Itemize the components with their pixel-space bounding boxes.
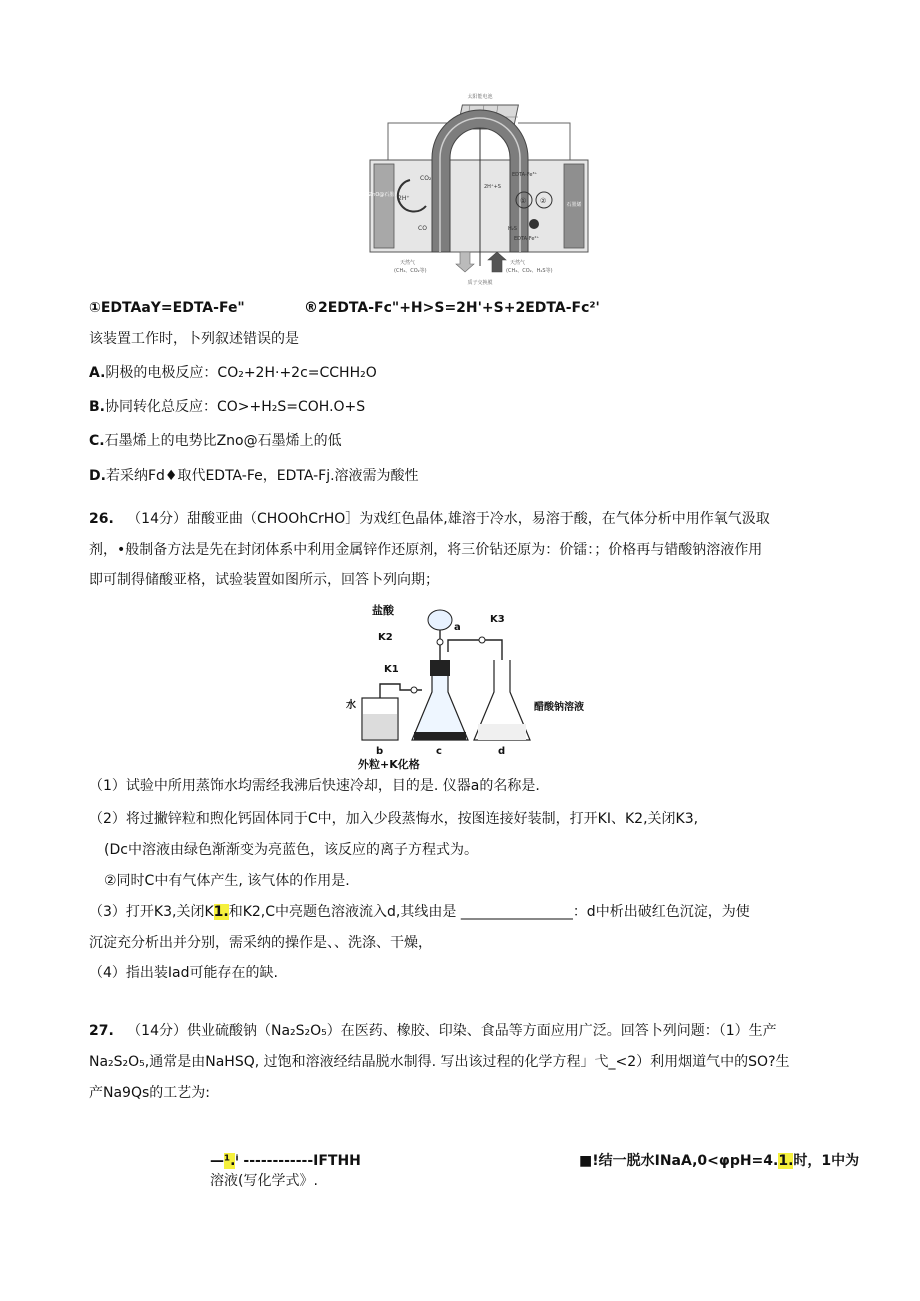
q26-sub-4: （4）指出装Iad可能存在的缺. — [89, 965, 278, 981]
gas-out-label: 天然气 — [400, 260, 416, 266]
gas-out-composition: (CH₄、CO₂等) — [394, 268, 427, 274]
flow-dash: — — [210, 1153, 224, 1169]
option-a-text: 阴极的电极反应：CO₂+2H·+2c=CCHH₂O — [105, 365, 377, 381]
q26-sub-3-tail: ：d中析出破红色沉淀，为使 — [572, 904, 750, 920]
q26-paragraph-2: 剂，•般制备方法是先在封闭体系中利用金属锌作还原剂，将三价钻还原为：价镭：；价格再与错酸钠溶液作用 — [89, 542, 763, 558]
flow-highlight-2: 1. — [778, 1153, 794, 1169]
q27-number: 27. — [89, 1023, 114, 1039]
option-d-text: 若采纳Fd♦取代EDTA-Fe，EDTA-Fj.溶液需为酸性 — [105, 468, 419, 484]
flow-mid: ------------IFTHH — [243, 1153, 361, 1169]
gas-in-composition: (CH₄、CO₂、H₂S等) — [506, 268, 553, 274]
right-charge-label: 2H⁺+S — [484, 184, 501, 190]
d-label: d — [498, 746, 506, 757]
flow-right-post: 时，1中为 — [793, 1153, 860, 1169]
circle-mark-2: ② — [540, 197, 547, 205]
reaction-eq-2: ®2EDTA-Fc"+H>S=2H'+S+2EDTA-Fc²' — [304, 300, 600, 316]
edta-fe3-label: EDTA-Fe³⁺ — [512, 172, 538, 178]
left-charge-label: 2H⁺ — [398, 195, 410, 202]
electrolysis-device-figure — [360, 88, 598, 288]
flow-highlight-1: ¹. — [224, 1153, 236, 1169]
apparatus-figure — [340, 600, 612, 772]
left-electrode-label: ZnO@石墨烯 — [368, 192, 400, 198]
question-stem: 该装置工作时，卜列叙述错误的是 — [89, 331, 299, 347]
option-b-label: B. — [89, 399, 105, 415]
q26-paragraph-3: 即可制得储酸亚格，试验装置如图所示，回答卜列向期； — [89, 572, 439, 588]
funnel-a-label: a — [454, 622, 461, 633]
c-label: c — [436, 746, 442, 757]
q27-paragraph-2: Na₂S₂O₅,通常是由NaHSQ, 过饱和溶液经结晶脱水制得. 写出该过程的化学方程」弋_<2）利用烟道气中的SO?生 — [89, 1054, 790, 1070]
option-d-label: D. — [89, 468, 106, 484]
reaction-eq-1: ①EDTAaY=EDTA-Fe" — [89, 300, 245, 316]
b-label: b — [376, 746, 384, 757]
q26-sub-3-line-2: 沉淀充分析出并分别，需采纳的操作是、、洗涤、干燥， — [89, 935, 432, 951]
flask-c — [412, 676, 468, 740]
option-c-label: C. — [89, 433, 105, 449]
option-c — [89, 431, 342, 451]
flow-right — [579, 1151, 859, 1171]
co2-label: CO₂ — [420, 175, 432, 182]
q26-sub-3 — [89, 902, 750, 922]
q26-sub-1: （1）试验中所用蒸饰水均需经我沸后快速冷却，目的是. 仪器a的名称是. — [89, 778, 540, 794]
k3-label: K3 — [490, 614, 505, 625]
q26-sub-3-post: 和K2,C中亮题色溶液流入d,其线由是 — [228, 904, 457, 920]
membrane-label: 质子交换膜 — [467, 280, 493, 286]
q26-sub-2a: (Dc中溶液由绿色渐渐变为亮蓝色，该反应的离子方程式为。 — [104, 842, 478, 858]
option-c-text: 石墨烯上的电势比Zno@石墨烯上的低 — [104, 433, 342, 449]
q26-text-1: （14分）甜酸亚曲（CHOOhCrHO］为戏红色晶体,雄溶于冷水，易溶于酸，在气体分析中用作氧气汲取 — [127, 511, 770, 527]
q27-text-1: （14分）供业硫酸钠（Na₂S₂O₅）在医药、橡胶、印染、食品等方面应用广泛。回答卜列问题：（1）生产 — [127, 1023, 777, 1039]
q26-sub-2: （2）将过撇锌粒和煦化钙固体同于C中，加入少段蒸悔水，按图连接好装制，打开KI、K2,关闭K3, — [89, 811, 699, 827]
solar-panel-label: 太阳能电池 — [467, 94, 493, 100]
flow-right-pre: ■!结一脱水INaA,0<φpH=4. — [579, 1153, 779, 1169]
option-a — [89, 363, 377, 383]
circle-mark-1: ① — [520, 197, 527, 205]
option-b — [89, 397, 365, 417]
k2-stopcock — [437, 639, 443, 645]
dropping-funnel — [428, 610, 452, 630]
edta-fe2-label: EDTA-Fe²⁺ — [514, 236, 540, 242]
water-label: 水 — [346, 700, 356, 711]
flow-left — [210, 1151, 361, 1171]
k2-label: K2 — [378, 632, 393, 643]
flow-i: ⁱ — [235, 1153, 239, 1169]
q26-sub-3-pre: （3）打开K3,关闭K — [89, 904, 214, 920]
flow-line-2: 溶液(写化学式》. — [210, 1173, 318, 1189]
k3-stopcock — [479, 637, 485, 643]
q26-paragraph-1 — [89, 509, 770, 529]
q26-number: 26. — [89, 511, 114, 527]
k1-stopcock — [411, 687, 417, 693]
hcl-label: 盐酸 — [372, 604, 394, 617]
answer-blank[interactable]: ________________ — [460, 904, 573, 920]
gas-in-label: 天然气 — [510, 260, 526, 266]
highlight-k1: 1. — [213, 904, 229, 920]
co-label: CO — [418, 225, 427, 232]
k1-label: K1 — [384, 664, 399, 675]
right-electrode-label: 石墨烯 — [566, 202, 582, 208]
figure-caption: 外粒+K化格 — [358, 758, 420, 771]
h2s-label: H₂S — [508, 226, 517, 232]
q27-paragraph-3: 产Na9Qs的工艺为: — [89, 1085, 210, 1101]
sodium-acetate-label: 醋酸钠溶液 — [534, 702, 584, 713]
left-electrode — [374, 164, 394, 248]
q27-paragraph-1 — [89, 1021, 777, 1041]
option-b-text: 协同转化总反应：CO>+H₂S=COH.O+S — [105, 399, 366, 415]
option-a-label: A. — [89, 365, 106, 381]
option-d — [89, 466, 419, 486]
q26-sub-2b: ②同时C中有气体产生, 该气体的作用是. — [104, 873, 350, 889]
